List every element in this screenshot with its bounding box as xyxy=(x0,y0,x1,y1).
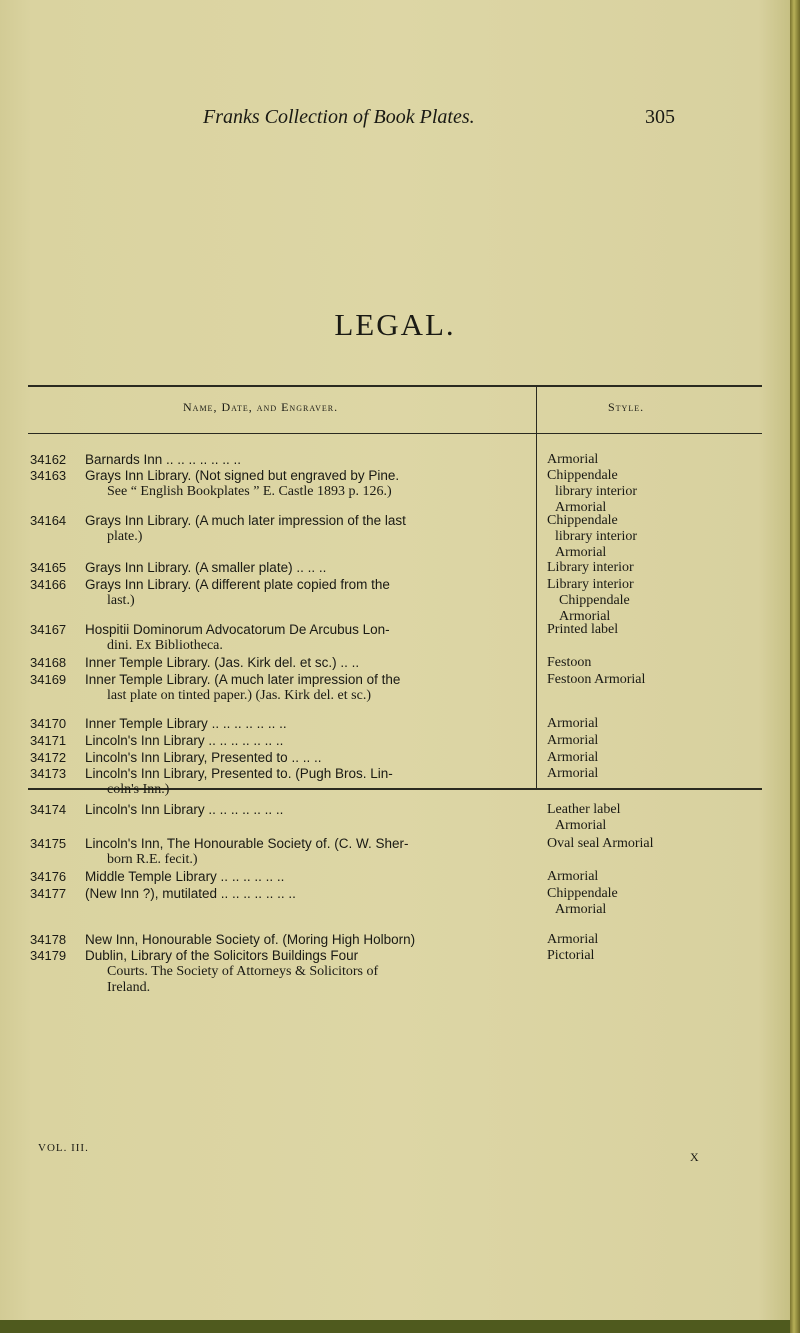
entry-line: Grays Inn Library. (Not signed but engraved by Pine. xyxy=(85,468,400,483)
entry-description xyxy=(85,622,525,654)
entry-number: 34178 xyxy=(30,932,67,947)
entry-line: Inner Temple Library. (Jas. Kirk del. et sc.) .. .. xyxy=(85,655,360,670)
entry-number: 34164 xyxy=(30,513,67,528)
entry-style xyxy=(547,716,747,732)
style-line: Chippendale xyxy=(547,513,618,528)
entry-style xyxy=(547,932,747,948)
entry-number: 34179 xyxy=(30,948,67,963)
entry-number: 34163 xyxy=(30,468,67,483)
style-line: library interior xyxy=(555,484,638,499)
entry-style xyxy=(547,577,747,625)
entry-line: last.) xyxy=(107,593,135,608)
entry-style xyxy=(547,513,747,561)
entry-style xyxy=(547,766,747,782)
entry-line: Lincoln's Inn Library, Presented to. (Pugh Bros. Lin- xyxy=(85,766,393,781)
page-number: 305 xyxy=(645,106,675,128)
style-line: Armorial xyxy=(555,818,607,833)
entry-line: (New Inn ?), mutilated .. .. .. .. .. .. .. xyxy=(85,886,296,901)
entry-line: plate.) xyxy=(107,529,143,544)
entry-description xyxy=(85,577,525,609)
entry-description xyxy=(85,886,525,902)
signature-mark: X xyxy=(690,1150,700,1164)
style-line: Printed label xyxy=(547,622,619,637)
entry-description xyxy=(85,766,525,798)
entry-line: Hospitii Dominorum Advocatorum De Arcubus Lon- xyxy=(85,622,390,637)
entry-number: 34162 xyxy=(30,452,67,467)
entry-style xyxy=(547,869,747,885)
entry-line: Barnards Inn .. .. .. .. .. .. .. xyxy=(85,452,242,467)
style-line: Leather label xyxy=(547,802,621,817)
entry-number: 34172 xyxy=(30,750,67,765)
entry-line: Lincoln's Inn Library, Presented to .. .. .. xyxy=(85,750,322,765)
entry-description xyxy=(85,802,525,818)
entry-line: Grays Inn Library. (A smaller plate) .. .. .. xyxy=(85,560,327,575)
entry-description xyxy=(85,672,525,704)
entry-number: 34165 xyxy=(30,560,67,575)
entry-description xyxy=(85,655,525,671)
entry-number: 34171 xyxy=(30,733,67,748)
book-spine-edge xyxy=(790,0,800,1333)
entry-description xyxy=(85,716,525,732)
entry-description xyxy=(85,869,525,885)
header-style: Style. xyxy=(608,400,645,414)
header-bottom-rule xyxy=(28,433,762,434)
entry-line: Grays Inn Library. (A much later impression of the last xyxy=(85,513,406,528)
style-line: Chippendale xyxy=(547,468,618,483)
entry-number: 34175 xyxy=(30,836,67,851)
entry-style xyxy=(547,750,747,766)
style-line: Armorial xyxy=(547,733,599,748)
entry-line: Inner Temple Library. (A much later impression of the xyxy=(85,672,401,687)
entry-description xyxy=(85,560,525,576)
entry-line: coln's Inn.) xyxy=(107,782,170,797)
entry-number: 34168 xyxy=(30,655,67,670)
style-line: Library interior xyxy=(547,577,634,592)
style-line: Armorial xyxy=(559,609,611,624)
entry-line: Courts. The Society of Attorneys & Solicitors of xyxy=(107,964,379,979)
style-line: library interior xyxy=(555,529,638,544)
volume-label: VOL. III. xyxy=(38,1142,89,1154)
style-line: Chippendale xyxy=(547,886,618,901)
style-line: Armorial xyxy=(555,500,607,515)
section-title: LEGAL. xyxy=(334,307,456,342)
table-top-rule xyxy=(28,385,762,387)
style-line: Armorial xyxy=(555,902,607,917)
entry-style xyxy=(547,836,747,852)
style-line: Armorial xyxy=(547,869,599,884)
entry-description xyxy=(85,733,525,749)
entry-style xyxy=(547,672,747,688)
entry-number: 34177 xyxy=(30,886,67,901)
style-line: Armorial xyxy=(547,716,599,731)
entry-number: 34176 xyxy=(30,869,67,884)
entry-style xyxy=(547,655,747,671)
entry-line: Lincoln's Inn Library .. .. .. .. .. .. .. xyxy=(85,802,284,817)
entry-line: Middle Temple Library .. .. .. .. .. .. xyxy=(85,869,285,884)
entry-style xyxy=(547,802,747,834)
entry-number: 34167 xyxy=(30,622,67,637)
entry-line: New Inn, Honourable Society of. (Moring High Holborn) xyxy=(85,932,416,947)
entry-number: 34166 xyxy=(30,577,67,592)
entry-number: 34173 xyxy=(30,766,67,781)
entry-line: See “ English Bookplates ” E. Castle 1893 p. 126.) xyxy=(107,484,392,499)
page-footer xyxy=(38,1142,89,1154)
style-line: Festoon Armorial xyxy=(547,672,646,687)
entry-description xyxy=(85,932,525,948)
column-divider xyxy=(536,386,537,788)
entry-number: 34174 xyxy=(30,802,67,817)
entry-line: Inner Temple Library .. .. .. .. .. .. .. xyxy=(85,716,287,731)
header-name-date-engraver: Name, Date, and Engraver. xyxy=(183,400,339,414)
entry-number: 34169 xyxy=(30,672,67,687)
running-head xyxy=(0,106,790,136)
entry-description xyxy=(85,948,525,996)
entry-description xyxy=(85,836,525,868)
style-line: Armorial xyxy=(547,766,599,781)
style-line: Festoon xyxy=(547,655,592,670)
style-line: Armorial xyxy=(547,452,599,467)
entry-description xyxy=(85,513,525,545)
entry-description xyxy=(85,452,525,468)
entry-line: dini. Ex Bibliotheca. xyxy=(107,638,223,653)
style-line: Library interior xyxy=(547,560,634,575)
entry-number: 34170 xyxy=(30,716,67,731)
entry-style xyxy=(547,622,747,638)
entry-style xyxy=(547,560,747,576)
entry-line: Lincoln's Inn Library .. .. .. .. .. .. .. xyxy=(85,733,284,748)
entry-line: Grays Inn Library. (A different plate copied from the xyxy=(85,577,390,592)
entry-style xyxy=(547,733,747,749)
entry-style xyxy=(547,468,747,516)
entry-style xyxy=(547,452,747,468)
entry-line: last plate on tinted paper.) (Jas. Kirk del. et sc.) xyxy=(107,688,371,703)
style-line: Armorial xyxy=(547,932,599,947)
entry-line: Dublin, Library of the Solicitors Buildings Four xyxy=(85,948,359,963)
entry-line: Lincoln's Inn, The Honourable Society of. (C. W. Sher- xyxy=(85,836,409,851)
style-line: Armorial xyxy=(555,545,607,560)
entry-description xyxy=(85,468,525,500)
entry-line: born R.E. fecit.) xyxy=(107,852,198,867)
entry-description xyxy=(85,750,525,766)
entry-style xyxy=(547,948,747,964)
style-line: Chippendale xyxy=(559,593,630,608)
entry-style xyxy=(547,886,747,918)
running-head-title: Franks Collection of Book Plates. xyxy=(203,106,475,128)
style-line: Armorial xyxy=(547,750,599,765)
style-line: Pictorial xyxy=(547,948,595,963)
style-line: Oval seal Armorial xyxy=(547,836,654,851)
entry-line: Ireland. xyxy=(107,980,151,995)
